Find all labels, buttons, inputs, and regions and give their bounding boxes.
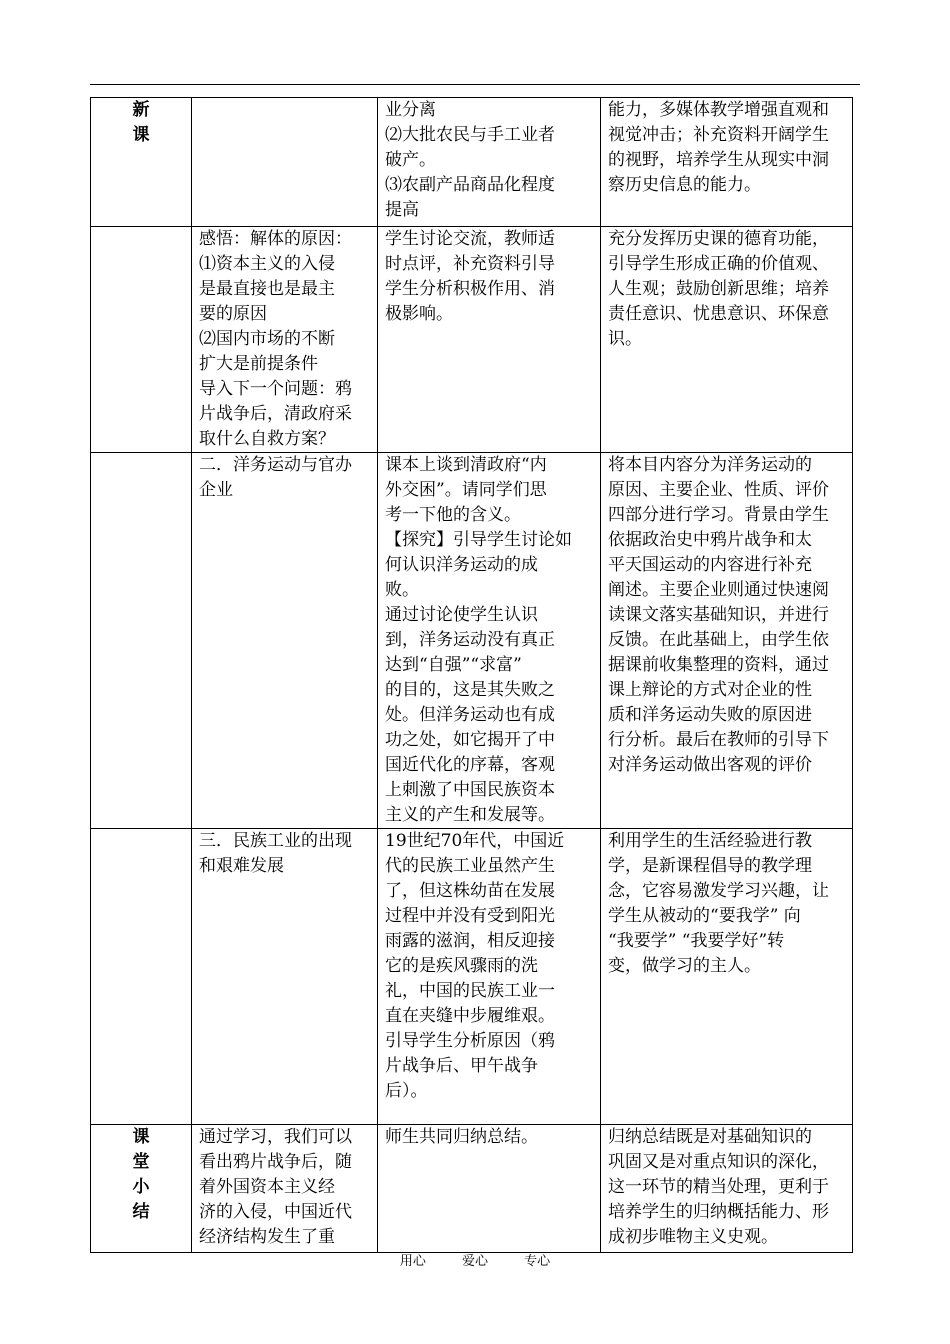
intent-cell (601, 98, 853, 227)
cell-line: 质和洋务运动失败的原因进 (608, 705, 812, 725)
cell-line: 业分离 (385, 100, 436, 120)
page-footer (0, 1250, 950, 1269)
cell-line: 据课前收集整理的资料，通过 (608, 655, 829, 675)
table-row (91, 98, 853, 227)
cell-line: 三．民族工业的出现 (199, 831, 352, 851)
stage-cell (91, 453, 192, 829)
cell-line: 国近代化的序幕，客观 (385, 755, 555, 775)
stage-char: 课 (132, 1127, 150, 1147)
cell-line: 人生观；鼓励创新思维；培养 (608, 279, 829, 299)
cell-line: 学生从被动的“要我学” 向 (608, 906, 801, 926)
cell-line: 代的民族工业虽然产生 (385, 856, 555, 876)
footer-text-3: 专心 (524, 1254, 551, 1269)
cell-line: 取什么自救方案？ (199, 429, 335, 449)
content-cell (192, 453, 378, 829)
content-cell (192, 98, 378, 227)
cell-line: 直在夹缝中步履维艰。 (385, 1006, 555, 1026)
table-row (91, 453, 853, 829)
cell-line: 变，做学习的主人。 (608, 956, 761, 976)
cell-line: 念，它容易激发学习兴趣，让 (608, 881, 829, 901)
cell-line: 视觉冲击；补充资料开阔学生 (608, 125, 829, 145)
cell-line: 课本上谈到清政府“内 (385, 455, 547, 475)
cell-line: 通过讨论使学生认识 (385, 605, 538, 625)
cell-line: 考一下他的含义。 (385, 505, 521, 525)
cell-line: 济的入侵，中国近代 (199, 1202, 352, 1222)
cell-line: 【探究】引导学生讨论如 (385, 530, 572, 550)
stage-char: 结 (132, 1202, 150, 1222)
cell-line: 企业 (199, 480, 233, 500)
cell-line: 片战争后，清政府采 (199, 404, 352, 424)
cell-line: 责任意识、忧患意识、环保意 (608, 304, 829, 324)
cell-line: 原因、主要企业、性质、评价 (608, 480, 829, 500)
cell-line: 19世纪70年代，中国近 (385, 831, 565, 851)
content-cell (192, 1125, 378, 1253)
cell-line: 识。 (608, 329, 642, 349)
activity-cell (378, 829, 601, 1125)
activity-cell (378, 1125, 601, 1253)
cell-line: 二．洋务运动与官办 (199, 455, 352, 475)
cell-line: 功之处，如它揭开了中 (385, 730, 555, 750)
cell-line: 引导学生分析原因（鸦 (385, 1031, 555, 1051)
cell-line: 片战争后、甲午战争 (385, 1056, 538, 1076)
footer-text-1: 用心 (399, 1254, 426, 1269)
stage-char: 小 (132, 1177, 150, 1197)
header-rule (90, 84, 860, 85)
cell-line: 经济结构发生了重 (199, 1227, 335, 1247)
cell-line: ⑵国内市场的不断 (199, 329, 335, 349)
cell-line: 培养学生的归纳概括能力、形 (608, 1202, 829, 1222)
cell-line: 将本目内容分为洋务运动的 (608, 455, 812, 475)
cell-line: 通过学习，我们可以 (199, 1127, 352, 1147)
stage-cell (91, 98, 192, 227)
cell-line: 是最直接也是最主 (199, 279, 335, 299)
cell-line: 四部分进行学习。背景由学生 (608, 505, 829, 525)
table-row (91, 829, 853, 1125)
cell-line: 看出鸦片战争后，随 (199, 1152, 352, 1172)
cell-line: 成初步唯物主义史观。 (608, 1227, 778, 1247)
stage-cell (91, 829, 192, 1125)
cell-line: 雨露的滋润，相反迎接 (385, 931, 555, 951)
cell-line: 它的是疾风骤雨的洗 (385, 956, 538, 976)
cell-line: 平天国运动的内容进行补充 (608, 555, 812, 575)
cell-line: 到，洋务运动没有真正 (385, 630, 555, 650)
cell-line: 读课文落实基础知识，并进行 (608, 605, 829, 625)
cell-line: 时点评，补充资料引导 (385, 254, 555, 274)
cell-line: 学生讨论交流，教师适 (385, 229, 555, 249)
cell-line: 和艰难发展 (199, 856, 284, 876)
cell-line: 这一环节的精当处理，更利于 (608, 1177, 829, 1197)
intent-cell (601, 453, 853, 829)
cell-line: 达到“自强”“求富” (385, 655, 522, 675)
stage-char: 堂 (132, 1152, 150, 1172)
cell-line: 行分析。最后在教师的引导下 (608, 730, 829, 750)
lesson-plan-table (90, 97, 853, 1253)
cell-line: 利用学生的生活经验进行教 (608, 831, 812, 851)
cell-line: 对洋务运动做出客观的评价 (608, 755, 812, 775)
activity-cell (378, 453, 601, 829)
cell-line: 学生分析积极作用、消 (385, 279, 555, 299)
cell-line: 败。 (385, 580, 419, 600)
cell-line: 提高 (385, 200, 419, 220)
cell-line: 礼，中国的民族工业一 (385, 981, 555, 1001)
cell-line: ⑵大批农民与手工业者 (385, 125, 555, 145)
cell-line: 感悟：解体的原因： (199, 229, 352, 249)
cell-line: 着外国资本主义经 (199, 1177, 335, 1197)
cell-line: 充分发挥历史课的德育功能， (608, 229, 829, 249)
cell-line: 课上辩论的方式对企业的性 (608, 680, 812, 700)
stage-char: 课 (132, 125, 150, 145)
footer-text-2: 爱心 (461, 1254, 488, 1269)
cell-line: 师生共同归纳总结。 (385, 1127, 538, 1147)
cell-line: 后）。 (385, 1081, 428, 1101)
cell-line: 依据政治史中鸦片战争和太 (608, 530, 812, 550)
cell-line: 察历史信息的能力。 (608, 175, 761, 195)
cell-line: 处。但洋务运动也有成 (385, 705, 555, 725)
cell-line: 引导学生形成正确的价值观、 (608, 254, 829, 274)
cell-line: 破产。 (385, 150, 436, 170)
content-cell (192, 829, 378, 1125)
stage-cell (91, 227, 192, 453)
table-row (91, 1125, 853, 1253)
table-body (91, 98, 853, 1253)
intent-cell (601, 829, 853, 1125)
cell-line: 过程中并没有受到阳光 (385, 906, 555, 926)
cell-line: 阐述。主要企业则通过快速阅 (608, 580, 829, 600)
cell-line: 巩固又是对重点知识的深化， (608, 1152, 829, 1172)
cell-line: 的目的，这是其失败之 (385, 680, 555, 700)
cell-line: 导入下一个问题：鸦 (199, 379, 352, 399)
cell-line: 上刺激了中国民族资本 (385, 780, 555, 800)
cell-line: 主义的产生和发展等。 (385, 805, 555, 825)
cell-line: 极影响。 (385, 304, 453, 324)
content-cell (192, 227, 378, 453)
cell-line: 学，是新课程倡导的教学理 (608, 856, 812, 876)
intent-cell (601, 1125, 853, 1253)
stage-cell (91, 1125, 192, 1253)
cell-line: 能力，多媒体教学增强直观和 (608, 100, 829, 120)
cell-line: 归纳总结既是对基础知识的 (608, 1127, 812, 1147)
cell-line: 扩大是前提条件 (199, 354, 318, 374)
cell-line: 何认识洋务运动的成 (385, 555, 538, 575)
activity-cell (378, 227, 601, 453)
cell-line: ⑶农副产品商品化程度 (385, 175, 555, 195)
cell-line: “我要学” “我要学好”转 (608, 931, 785, 951)
cell-line: 要的原因 (199, 304, 267, 324)
intent-cell (601, 227, 853, 453)
cell-line: ⑴资本主义的入侵 (199, 254, 335, 274)
stage-char: 新 (132, 100, 150, 120)
cell-line: 外交困”。请同学们思 (385, 480, 547, 500)
activity-cell (378, 98, 601, 227)
table-row (91, 227, 853, 453)
cell-line: 的视野，培养学生从现实中洞 (608, 150, 829, 170)
cell-line: 反馈。在此基础上，由学生依 (608, 630, 829, 650)
cell-line: 了，但这株幼苗在发展 (385, 881, 555, 901)
